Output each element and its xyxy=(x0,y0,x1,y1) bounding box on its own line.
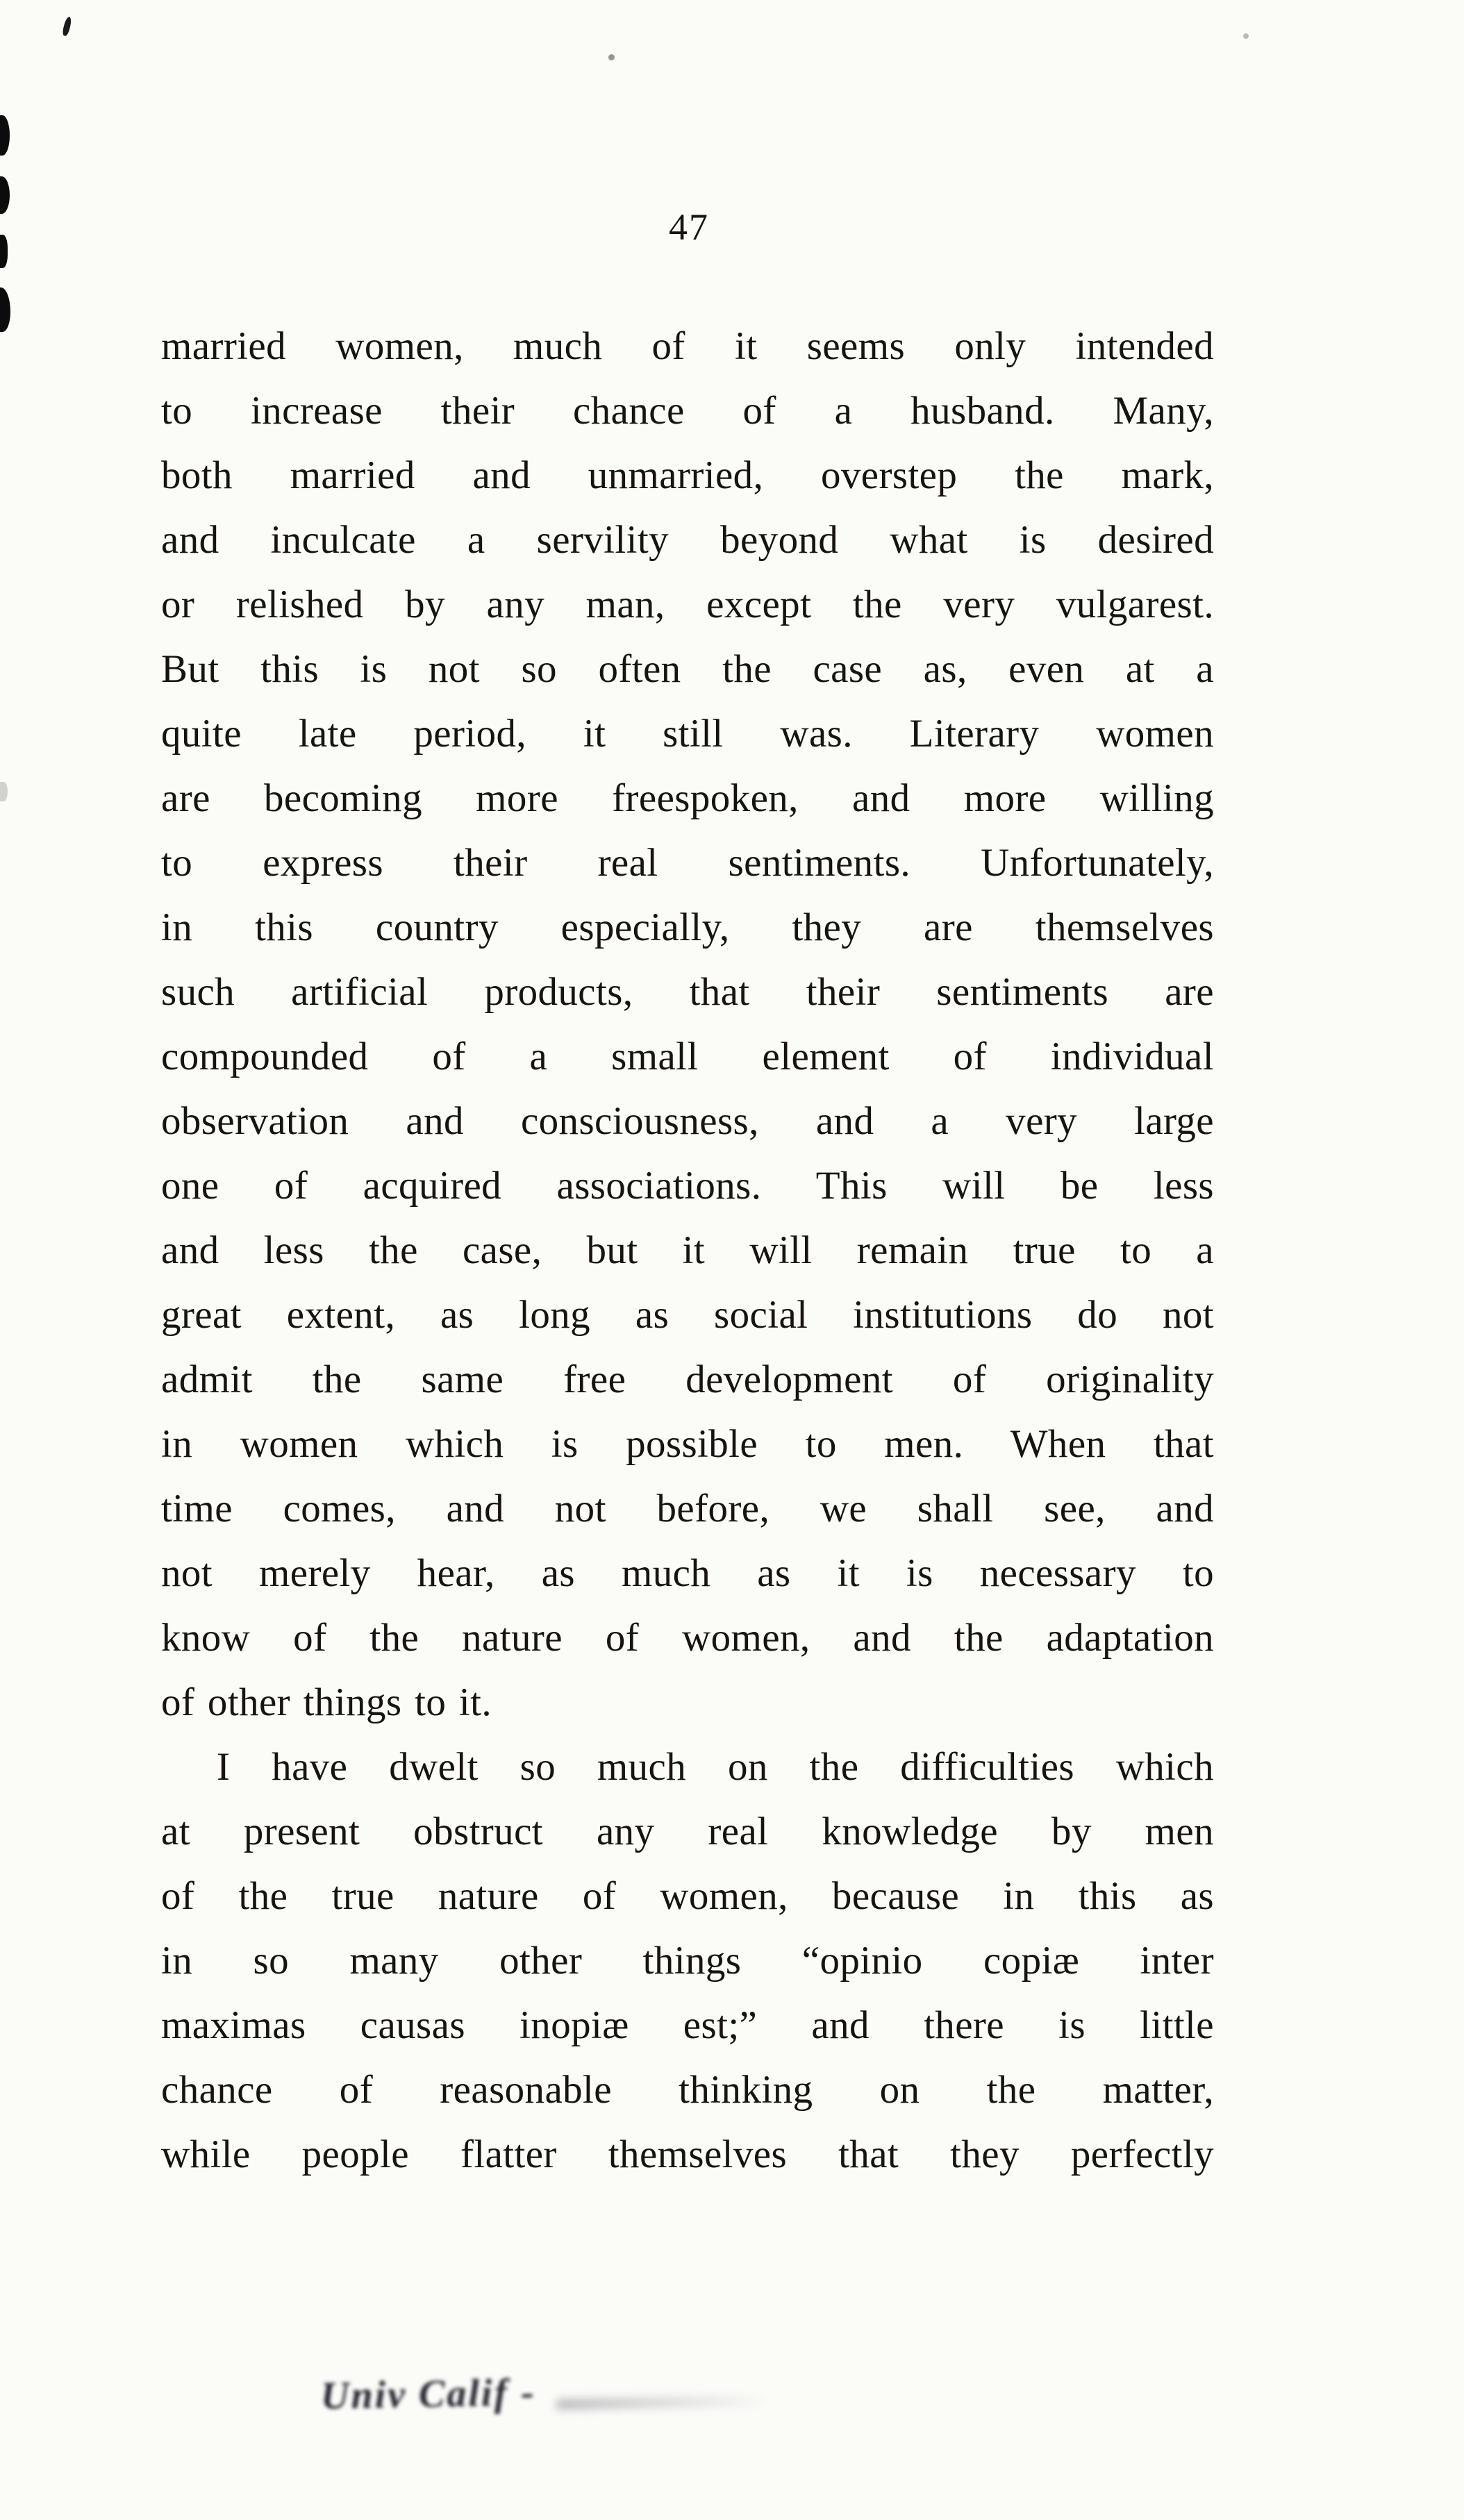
text-line: admit the same free development of originality xyxy=(161,1358,1214,1401)
text-line: or relished by any man, except the very vulgarest. xyxy=(161,583,1214,626)
text-line: to express their real sentiments. Unfortunately, xyxy=(161,841,1214,885)
text-line: chance of reasonable thinking on the matter, xyxy=(161,2068,1214,2112)
text-line: of the true nature of women, because in this as xyxy=(161,1874,1214,1918)
text-line: in women which is possible to men. When that xyxy=(161,1422,1214,1466)
text-line: both married and unmarried, overstep the mark, xyxy=(161,453,1214,497)
text-line: are becoming more freespoken, and more willing xyxy=(161,776,1214,820)
text-line: time comes, and not before, we shall see, and xyxy=(161,1487,1214,1530)
stamp-smear xyxy=(556,2395,771,2410)
binding-mark xyxy=(0,235,8,268)
binding-mark xyxy=(0,782,8,801)
text-line: one of acquired associations. This will be less xyxy=(161,1164,1214,1208)
text-line: quite late period, it still was. Literary women xyxy=(161,712,1214,756)
text-line: not merely hear, as much as it is necessary to xyxy=(161,1551,1214,1595)
binding-mark xyxy=(0,176,10,214)
text-line: observation and consciousness, and a very large xyxy=(161,1099,1214,1143)
text-line: in this country especially, they are themselves xyxy=(161,906,1214,949)
ink-speck xyxy=(1243,33,1249,39)
text-line: I have dwelt so much on the difficulties which xyxy=(217,1745,1214,1789)
text-line: married women, much of it seems only intended xyxy=(161,324,1214,368)
text-line: of other things to it. xyxy=(161,1680,492,1724)
library-stamp: Univ Calif - xyxy=(320,2371,537,2418)
text-line: But this is not so often the case as, even at a xyxy=(161,647,1214,691)
text-line: while people flatter themselves that they perfectly xyxy=(161,2133,1214,2176)
text-line: such artificial products, that their sentiments are xyxy=(161,970,1214,1014)
text-line: and less the case, but it will remain true to a xyxy=(161,1228,1214,1272)
text-line: in so many other things “opinio copiæ inter xyxy=(161,1939,1214,1983)
text-line: to increase their chance of a husband. Many, xyxy=(161,389,1214,433)
text-line: maximas causas inopiæ est;” and there is little xyxy=(161,2003,1214,2047)
ink-speck xyxy=(608,54,615,60)
text-line: compounded of a small element of individual xyxy=(161,1035,1214,1078)
page-number: 47 xyxy=(669,206,709,248)
text-line: at present obstruct any real knowledge by men xyxy=(161,1810,1214,1853)
text-line: and inculcate a servility beyond what is desired xyxy=(161,518,1214,562)
binding-mark xyxy=(0,115,10,156)
ink-speck xyxy=(62,16,73,36)
binding-mark xyxy=(0,287,10,332)
body-text xyxy=(161,314,1214,2187)
text-line: know of the nature of women, and the adaptation xyxy=(161,1616,1214,1660)
text-line: great extent, as long as social institutions do not xyxy=(161,1293,1214,1337)
